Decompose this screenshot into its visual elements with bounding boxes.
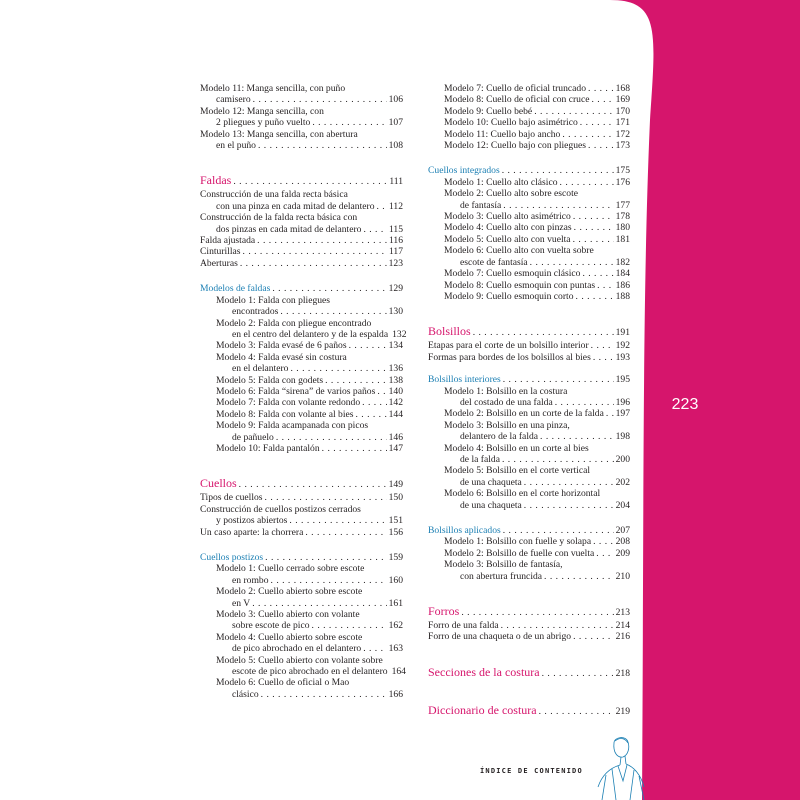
toc-entry-page: 172 [615, 128, 630, 140]
toc-entry-page: 176 [615, 176, 630, 188]
toc-entry-line1: Modelo 4: Falda evasé sin costura [216, 351, 347, 363]
toc-entry-title: clásico [232, 688, 259, 700]
toc-entry-title: Modelo 7: Cuello esmoquin clásico [444, 268, 581, 280]
toc-entry-line1: Modelo 4: Cuello abierto sobre escote [216, 631, 363, 643]
bolsillos-aplicados-list [428, 536, 630, 582]
leader-dots [588, 140, 614, 151]
toc-entry-page: 170 [615, 105, 630, 117]
toc-entry [428, 620, 630, 631]
leader-dots [240, 258, 387, 269]
leader-dots [503, 200, 613, 211]
leader-dots [322, 443, 387, 454]
toc-entry-title: Modelo 11: Cuello bajo ancho [444, 128, 561, 140]
toc-entry-page: 197 [615, 408, 630, 420]
toc-entry-page: 192 [615, 340, 630, 352]
leader-dots [258, 140, 387, 151]
leader-dots [325, 375, 386, 386]
toc-entry-title: Modelo 2: Bolsillo en un corte de la falda [444, 408, 604, 420]
cuellos-cont-list [428, 83, 630, 151]
toc-entry-page: 188 [615, 290, 630, 302]
toc-entry [200, 492, 403, 503]
toc-entry-page: 107 [388, 117, 403, 129]
toc-entry-page: 182 [615, 256, 630, 268]
toc-entry-line1: Modelo 2: Falda con pliegue encontrado [216, 317, 372, 329]
leader-dots [597, 280, 614, 291]
toc-entry [200, 140, 403, 151]
toc-entry [444, 257, 630, 268]
toc-entry-page: 147 [388, 442, 403, 454]
forros-list [428, 620, 630, 643]
leader-dots [580, 117, 614, 128]
toc-entry-title: delantero de la falda [460, 431, 539, 443]
toc-entry [200, 235, 403, 246]
toc-entry [444, 177, 630, 188]
toc-entry [216, 409, 403, 420]
toc-entry-title: Modelo 5: Cuello alto con vuelta [444, 233, 571, 245]
leader-dots [593, 536, 614, 547]
toc-right-column [428, 83, 630, 719]
toc-entry-page: 209 [615, 547, 630, 559]
leader-dots [349, 340, 387, 351]
page-number: 223 [671, 396, 699, 413]
toc-entry [444, 454, 630, 465]
leader-dots [261, 689, 387, 700]
leader-dots [243, 246, 387, 257]
toc-entry [444, 397, 630, 408]
toc-entry [216, 432, 403, 443]
subsection-modelos-faldas: Modelos de faldas . . . 129 [200, 283, 403, 294]
toc-entry [444, 548, 630, 559]
leader-dots [289, 515, 386, 526]
toc-entry-title: Tipos de cuellos [200, 492, 263, 504]
toc-entry-page: 150 [388, 492, 403, 504]
toc-entry-page: 180 [615, 222, 630, 234]
toc-entry-page: 166 [388, 688, 403, 700]
toc-entry [216, 666, 406, 678]
toc-entry [216, 443, 403, 454]
toc-entry [200, 224, 403, 235]
toc-entry-line1: Modelo 6: Cuello de oficial o Mao [216, 677, 350, 689]
toc-entry-title: de la falda [460, 453, 500, 465]
subsection-bolsillos-aplicados: Bolsillos aplicados . . . 207 [428, 525, 630, 536]
toc-entry-title: Modelo 9: Cuello esmoquin corto [444, 290, 574, 302]
toc-entry-page: 156 [388, 526, 403, 538]
toc-entry-title: Aberturas [200, 257, 238, 269]
toc-entry-title: Modelo 8: Cuello esmoquin con puntas [444, 279, 596, 291]
toc-entry [216, 363, 403, 374]
leader-dots [305, 527, 386, 538]
leader-dots [576, 291, 614, 302]
toc-entry [200, 515, 403, 526]
leader-dots [271, 575, 387, 586]
toc-entry-title: escote de fantasía [460, 256, 528, 268]
toc-entry-title: de pañuelo [232, 431, 274, 443]
toc-entry-page: 198 [615, 431, 630, 443]
toc-entry-line1: Modelo 2: Cuello alto sobre escote [444, 188, 579, 200]
toc-entry-page: 134 [388, 340, 403, 352]
toc-entry-title: encontrados [232, 306, 279, 318]
leader-dots [377, 386, 386, 397]
leader-dots [591, 340, 614, 351]
toc-entry-title: Modelo 9: Cuello bebé [444, 105, 533, 117]
toc-entry [444, 129, 630, 140]
toc-entry [216, 598, 403, 609]
toc-entry-page: 160 [388, 574, 403, 586]
toc-entry-line1: Modelo 1: Falda con pliegues [216, 294, 331, 306]
fashion-sketch-illustration [592, 735, 652, 800]
toc-entry [216, 575, 403, 586]
leader-dots [534, 106, 613, 117]
toc-entry-line1: Modelo 6: Cuello alto con vuelta sobre [444, 245, 594, 257]
toc-entry-line1: Modelo 1: Bolsillo en la costura [444, 385, 568, 397]
leader-dots [276, 432, 387, 443]
toc-entry-page: 181 [615, 233, 630, 245]
toc-entry [216, 340, 403, 351]
toc-entry-title: sobre escote de pico [232, 620, 310, 632]
toc-entry-line1: Modelo 12: Manga sencilla, con [200, 105, 324, 117]
toc-entry-page: 208 [615, 536, 630, 548]
toc-entry-title: Etapas para el corte de un bolsillo interior [428, 340, 589, 352]
toc-entry [428, 340, 630, 351]
toc-entry [200, 527, 403, 538]
leader-dots [312, 620, 387, 631]
toc-entry [444, 200, 630, 211]
toc-entry [444, 117, 630, 128]
toc-entry-page: 138 [388, 374, 403, 386]
toc-entry-title: Forro de una chaqueta o de un abrigo [428, 631, 572, 643]
toc-entry-page: 108 [388, 140, 403, 152]
toc-entry-page: 136 [388, 363, 403, 375]
leader-dots [560, 177, 614, 188]
toc-entry [216, 386, 403, 397]
toc-entry-title: escote de pico abrochado en el delantero [232, 666, 388, 678]
toc-entry-title: en el puño [216, 140, 256, 152]
toc-entry-title: Modelo 7: Falda con volante redondo [216, 397, 361, 409]
toc-entry-title: en el delantero [232, 363, 289, 375]
toc-entry-title: en el centro del delantero y de la espalda [232, 328, 389, 340]
toc-entry [428, 631, 630, 642]
toc-entry [216, 620, 403, 631]
toc-entry-page: 173 [615, 140, 630, 152]
toc-entry-title: Modelo 1: Bolsillo con fuelle y solapa [444, 536, 592, 548]
toc-entry-title: de pico abrochado en el delantero [232, 643, 362, 655]
toc-entry-line1: Modelo 6: Bolsillo en el corte horizontal [444, 488, 601, 500]
leader-dots [530, 257, 614, 268]
leader-dots [582, 268, 613, 279]
toc-entry [216, 306, 403, 317]
toc-entry-title: Modelo 10: Cuello bajo asimétrico [444, 117, 578, 129]
toc-entry-title: Modelo 2: Bolsillo de fuelle con vuelta [444, 547, 595, 559]
leader-dots [362, 397, 386, 408]
toc-entry-page: 196 [615, 396, 630, 408]
toc-entry-page: 140 [388, 385, 403, 397]
toc-entry-title: Modelo 10: Falda pantalón [216, 442, 320, 454]
toc-entry-line1: Construcción de cuellos postizos cerrados [200, 503, 361, 515]
leader-dots [312, 117, 386, 128]
toc-entry [200, 117, 403, 128]
toc-entry [444, 291, 630, 302]
bolsillos-list [428, 340, 630, 363]
toc-entry-page: 163 [388, 643, 403, 655]
toc-entry [200, 246, 403, 257]
toc-entry [444, 477, 630, 488]
faldas-list [200, 189, 403, 269]
toc-entry [444, 431, 630, 442]
toc-entry-title: Formas para bordes de los bolsillos al bies [428, 351, 591, 363]
toc-entry-page: 144 [388, 408, 403, 420]
section-bolsillos: Bolsillos . . . 191 [428, 324, 630, 340]
toc-entry [444, 234, 630, 245]
toc-entry [444, 222, 630, 233]
leader-dots [573, 211, 614, 222]
toc-entry [216, 689, 403, 700]
leader-dots [573, 234, 614, 245]
leader-dots [562, 129, 613, 140]
toc-entry-page: 162 [388, 620, 403, 632]
toc-entry-page: 161 [388, 597, 403, 609]
manga-list [200, 83, 403, 151]
toc-entry-page: 132 [392, 328, 407, 340]
toc-entry-page: 106 [388, 94, 403, 106]
toc-entry-page: 123 [388, 257, 403, 269]
toc-entry-page: 214 [615, 620, 630, 632]
leader-dots [588, 83, 614, 94]
toc-entry-line1: Modelo 3: Bolsillo de fantasía, [444, 559, 563, 571]
toc-entry [444, 408, 630, 419]
toc-entry-title: Forro de una falda [428, 620, 499, 632]
toc-entry-page: 142 [388, 397, 403, 409]
toc-entry-title: con abertura fruncida [460, 570, 543, 582]
subsection-cuellos-postizos: Cuellos postizos . . . 159 [200, 552, 403, 563]
modelos-faldas-list [200, 294, 407, 455]
leader-dots [502, 454, 614, 465]
toc-entry-title: Cinturillas [200, 246, 241, 258]
toc-entry-title: Un caso aparte: la chorrera [200, 526, 304, 538]
toc-entry-page: 210 [615, 570, 630, 582]
toc-entry [216, 375, 403, 386]
toc-entry [200, 201, 403, 212]
footer-section-label: ÍNDICE DE CONTENIDO [480, 767, 583, 775]
toc-entry-title: de una chaqueta [460, 499, 522, 511]
leader-dots [252, 598, 386, 609]
subsection-cuellos-integrados: Cuellos integrados . . . 175 [428, 165, 630, 176]
toc-entry [444, 536, 630, 547]
toc-entry [200, 94, 403, 105]
bolsillos-interiores-list [428, 386, 630, 511]
leader-dots [524, 477, 614, 488]
section-cuellos: Cuellos . . . 149 [200, 476, 403, 492]
toc-entry-title: Modelo 3: Falda evasé de 6 paños [216, 340, 347, 352]
toc-entry-page: 130 [388, 306, 403, 318]
toc-entry-page: 202 [615, 476, 630, 488]
toc-entry-title: Modelo 8: Falda con volante al bies [216, 408, 354, 420]
toc-entry [444, 211, 630, 222]
leader-dots [606, 408, 614, 419]
toc-entry-page: 193 [615, 351, 630, 363]
toc-entry-page: 200 [615, 453, 630, 465]
toc-entry [444, 500, 630, 511]
toc-entry [200, 258, 403, 269]
toc-entry-page: 168 [615, 83, 630, 94]
toc-entry-line1: Construcción de la falda recta básica con [200, 212, 358, 224]
toc-entry-line1: Modelo 11: Manga sencilla, con puño [200, 83, 346, 94]
toc-entry [428, 352, 630, 363]
toc-entry-title: Modelo 7: Cuello de oficial truncado [444, 83, 587, 94]
toc-entry-page: 171 [615, 117, 630, 129]
toc-entry-line1: Modelo 3: Cuello abierto con volante [216, 609, 360, 621]
toc-entry-title: del costado de una falda [460, 396, 553, 408]
toc-entry-title: 2 pliegues y puño vuelto [216, 117, 311, 129]
toc-entry [444, 268, 630, 279]
toc-entry-title: de una chaqueta [460, 476, 522, 488]
toc-entry-line1: Modelo 9: Falda acampanada con picos [216, 420, 369, 432]
toc-entry-title: y postizos abiertos [216, 515, 288, 527]
toc-entry-page: 146 [388, 431, 403, 443]
subsection-bolsillos-interiores: Bolsillos interiores . . . 195 [428, 374, 630, 385]
toc-entry [216, 643, 403, 654]
toc-entry-title: Modelo 6: Falda “sirena” de varios paños [216, 385, 376, 397]
toc-entry-line1: Modelo 3: Bolsillo en una pinza, [444, 419, 570, 431]
section-diccionario-costura: Diccionario de costura . . . 219 [428, 703, 630, 719]
cuellos-integrados-list [428, 177, 630, 302]
toc-entry-page: 115 [388, 223, 403, 235]
leader-dots [377, 201, 387, 212]
section-faldas: Faldas . . . 111 [200, 173, 403, 189]
toc-entry-page: 204 [615, 499, 630, 511]
leader-dots [363, 224, 387, 235]
leader-dots [591, 94, 613, 105]
leader-dots [257, 235, 387, 246]
toc-entry-line1: Modelo 2: Cuello abierto sobre escote [216, 586, 363, 598]
toc-entry [216, 328, 407, 340]
toc-entry-line1: Modelo 1: Cuello cerrado sobre escote [216, 563, 365, 575]
leader-dots [280, 306, 386, 317]
leader-dots [593, 352, 614, 363]
toc-entry [444, 83, 630, 94]
toc-entry-title: dos pinzas en cada mitad de delantero [216, 223, 362, 235]
leader-dots [363, 643, 386, 654]
leader-dots [253, 94, 387, 105]
toc-entry [444, 94, 630, 105]
toc-left-column [200, 83, 407, 700]
toc-entry-page: 184 [615, 268, 630, 280]
toc-entry-title: en V [232, 597, 251, 609]
toc-entry-line1: Modelo 4: Bolsillo en un corte al bies [444, 442, 589, 454]
toc-entry-title: Falda ajustada [200, 235, 256, 247]
leader-dots [555, 397, 614, 408]
toc-entry-title: Modelo 3: Cuello alto asimétrico [444, 211, 571, 223]
leader-dots [544, 571, 614, 582]
cuellos-list [200, 492, 403, 538]
section-secciones-costura: Secciones de la costura . . . 218 [428, 665, 630, 681]
toc-entry-line1: Modelo 5: Bolsillo en el corte vertical [444, 465, 591, 477]
toc-entry-line1: Construcción de una falda recta básica [200, 189, 348, 201]
toc-entry-page: 178 [615, 211, 630, 223]
toc-entry-title: camisero [216, 94, 251, 106]
toc-entry-page: 112 [388, 200, 403, 212]
cuellos-postizos-list [200, 563, 406, 700]
leader-dots [574, 222, 614, 233]
toc-entry-page: 117 [388, 246, 403, 258]
leader-dots [524, 500, 614, 511]
toc-entry-page: 169 [615, 94, 630, 106]
toc-entry [444, 106, 630, 117]
toc-entry-title: Modelo 1: Cuello alto clásico [444, 176, 558, 188]
toc-entry [216, 397, 403, 408]
toc-entry-title: en rombo [232, 574, 269, 586]
leader-dots [501, 620, 614, 631]
leader-dots [596, 548, 613, 559]
toc-entry-page: 116 [388, 235, 403, 247]
toc-entry-title: con una pinza en cada mitad de delantero [216, 200, 375, 212]
toc-entry-title: Modelo 4: Cuello alto con pinzas [444, 222, 572, 234]
toc-entry [444, 280, 630, 291]
section-forros: Forros . . . 213 [428, 604, 630, 620]
toc-entry-title: Modelo 8: Cuello de oficial con cruce [444, 94, 590, 106]
leader-dots [290, 363, 386, 374]
toc-entry [444, 140, 630, 151]
toc-entry-page: 164 [391, 666, 406, 678]
leader-dots [355, 409, 386, 420]
leader-dots [573, 631, 614, 642]
leader-dots [540, 431, 614, 442]
toc-entry-page: 151 [388, 515, 403, 527]
toc-entry-page: 186 [615, 279, 630, 291]
toc-entry-line1: Modelo 13: Manga sencilla, con abertura [200, 128, 358, 140]
toc-entry-title: de fantasía [460, 199, 502, 211]
toc-entry-title: Modelo 5: Falda con godets [216, 374, 324, 386]
leader-dots [265, 492, 387, 503]
toc-entry-page: 177 [615, 199, 630, 211]
toc-entry-title: Modelo 12: Cuello bajo con pliegues [444, 140, 587, 152]
toc-entry-page: 216 [615, 631, 630, 643]
toc-entry-line1: Modelo 5: Cuello abierto con volante sobre [216, 654, 383, 666]
toc-entry [444, 571, 630, 582]
